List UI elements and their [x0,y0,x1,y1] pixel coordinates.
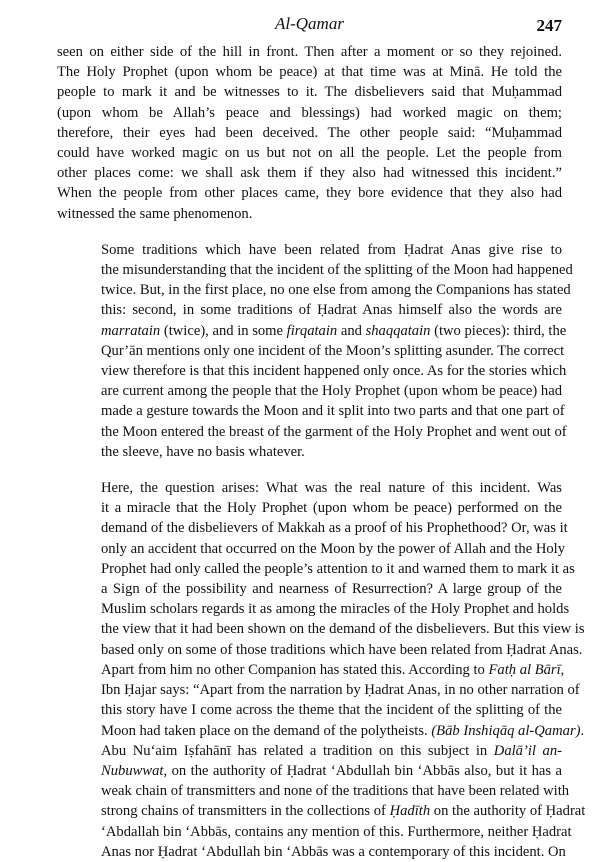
text-line: based only on some of those traditions which have been related from Ḥadrat Anas. [101,641,583,658]
text-line: only an accident that occurred on the Moon by the power of Allah and the Holy [101,540,566,557]
text-line: Moon had taken place on the demand of the polytheists. (Bāb Inshiqāq al-Qamar). [101,722,585,739]
text-line: therefore, their eyes had been deceived. The other people said: “Muḥammad [57,124,562,141]
text-line: the sleeve, have no basis whatever. [101,443,305,460]
text-line: Abu Nu‘aim Iṣfahānī has related a tradition on this subject in Dalā’il an- [101,742,562,759]
text-line: Here, the question arises: What was the real nature of this incident. Was [101,480,562,497]
text-line: witnessed the same phenomenon. [57,205,253,222]
text-line: ‘Abdallah bin ‘Abbās, contains any mention of this. Furthermore, neither Ḥadrat [101,823,572,840]
text-line: Nubuwwat, on the authority of Ḥadrat ‘Abdullah bin ‘Abbās also, but it has a [101,762,562,779]
text-line: twice. But, in the first place, no one else from among the Companions has stated [101,282,571,299]
running-title: Al-Qamar [275,14,344,33]
text-line: a Sign of the possibility and nearness of Resurrection? A large group of the [101,581,562,598]
text-line: this: second, in some traditions of Ḥadrat Anas himself also the words are [101,302,562,319]
text-line: Apart from him no other Companion has stated this. According to Fatḥ al Bārī, [101,661,565,678]
text-line: (upon whom be Allah’s peace and blessings) had worked magic on them; [57,104,562,121]
text-line: could have worked magic on us but not on all the people. Let the people from [57,145,562,162]
text-line: the misunderstanding that the incident of the splitting of the Moon had happened [101,262,573,279]
text-line: When the people from other places came, they bore evidence that they also had [57,185,562,202]
text-line: people to mark it and be witnesses to it. The disbelievers said that Muḥammad [57,84,562,101]
text-line: marratain (twice), and in some firqatain and shaqqatain (two pieces): third, the [101,322,567,339]
text-line: made a gesture towards the Moon and it split into two parts and that one part of [101,403,565,420]
text-line: strong chains of transmitters in the collections of Ḥadīth on the authority of Ḥadrat [101,803,586,820]
text-line: the view that it had been shown on the demand of the disbelievers. But this view is [101,621,585,638]
text-line: Ibn Ḥajar says: “Apart from the narration by Ḥadrat Anas, in no other narration of [101,682,580,699]
text-line: view therefore is that this incident happened only once. As for the stories which [101,363,567,380]
text-line: it a miracle that the Holy Prophet (upon whom be peace) performed on the [101,500,562,517]
text-line: Muslim scholars regards it as among the miracles of the Holy Prophet and holds [101,601,570,618]
page-number: 247 [536,16,562,35]
text-line: seen on either side of the hill in front. Then after a moment or so they rejoined. [57,44,562,60]
page-header [57,0,562,42]
text-line: The Holy Prophet (upon whom be peace) at that time was at Minā. He told the [57,64,562,81]
text-line: Some traditions which have been related from Ḥadrat Anas give rise to [101,241,562,258]
text-line: demand of the disbelievers of Makkah as a proof of his Prophethood? Or, was it [101,520,568,537]
text-line: weak chain of transmitters and none of the traditions that have been related with [101,783,570,800]
text-line: are current among the people that the Holy Prophet (upon whom be peace) had [101,383,562,400]
paragraph-1 [57,42,562,224]
text-line: this story have I come across the theme that the incident of the splitting of the [101,702,562,719]
text-line: other places come: we shall ask them if they also had witnessed this incident.” [57,165,562,182]
text-line: the Moon entered the breast of the garment of the Holy Prophet and went out of [101,423,567,440]
text-line: Qur’ān mentions only one incident of the Moon’s splitting asunder. The correct [101,342,565,359]
paragraph-2 [57,240,573,462]
text-line: Anas nor Ḥadrat ‘Abdullah bin ‘Abbās was a contemporary of this incident. On [101,843,566,860]
paragraph-3 [57,478,586,862]
text-line: Prophet had only called the people’s attention to it and warned them to mark it as [101,560,575,577]
